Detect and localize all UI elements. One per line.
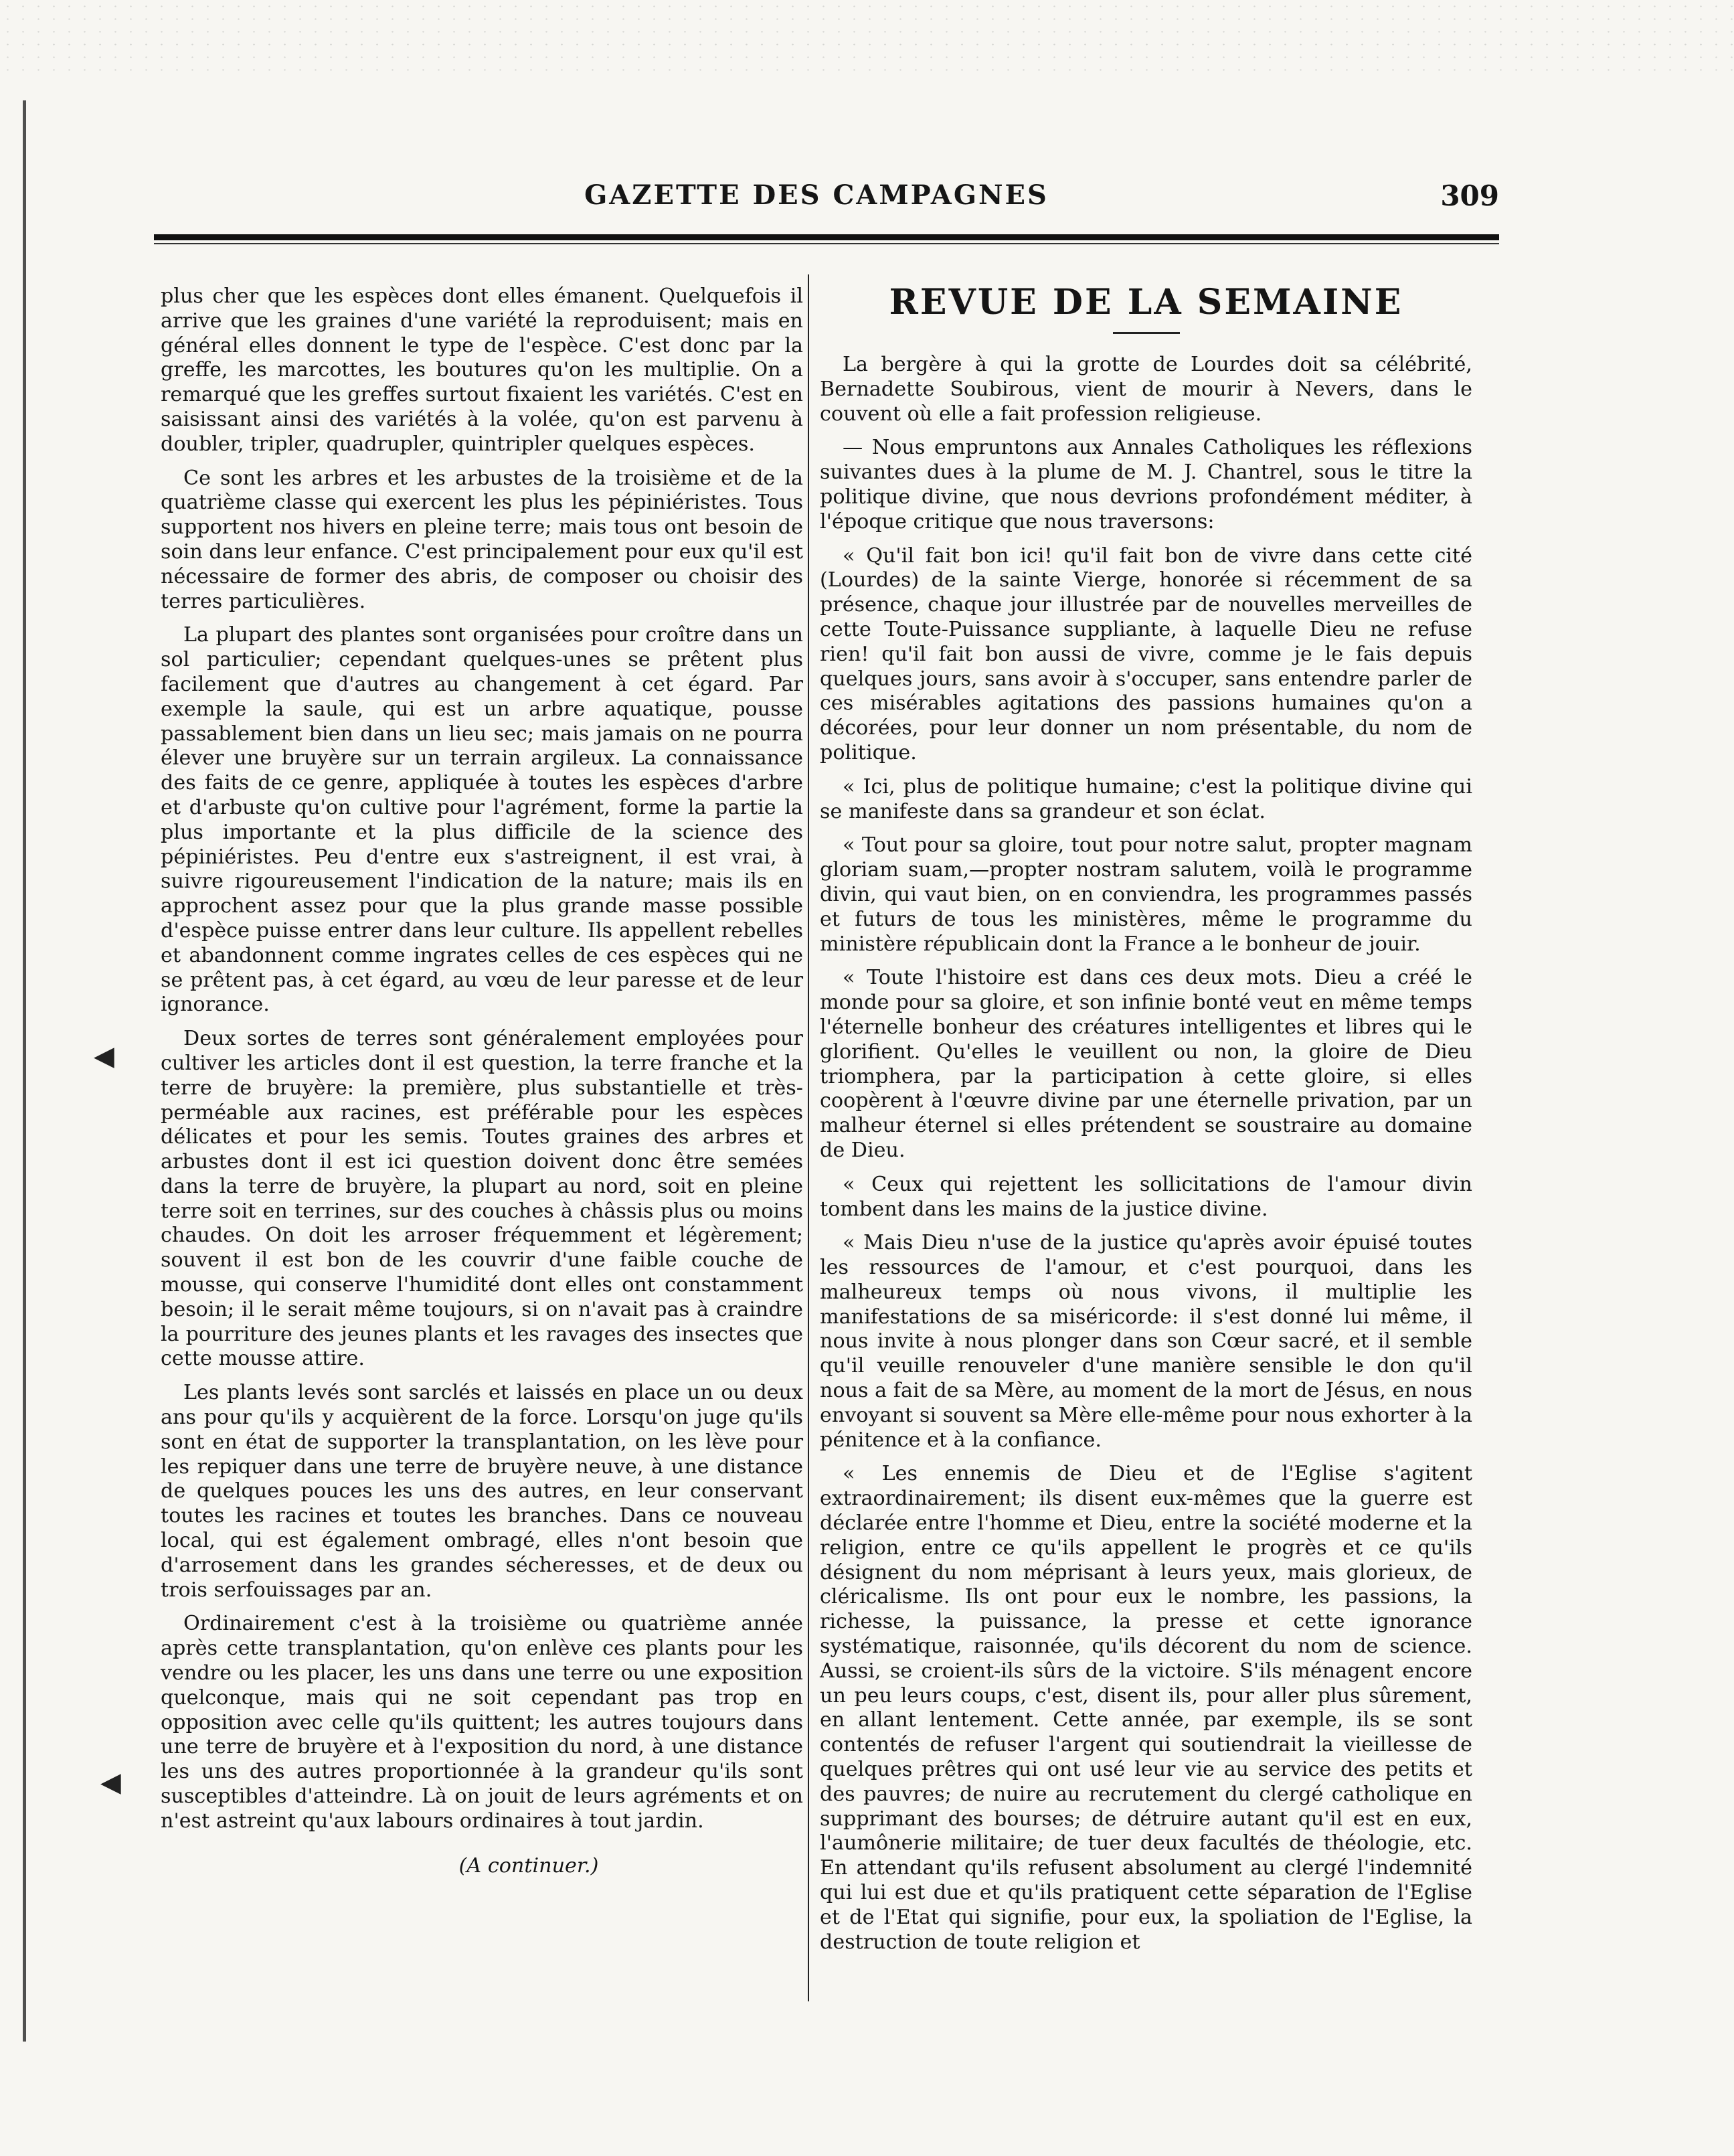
left-paragraph: Deux sortes de terres sont généralement employées pour cultiver les articles dont il est question, la terre franche et la terre de bruyère: la première, plus substantielle et très-perméable aux racines, est préférable pour les espèces délicates et pour les semis. Toutes graines des arbres et arbustes dont il est ici question doivent donc être semées dans la terre de bruyère, la plupart au nord, soit en pleine terre soit en terrines, sur des couches à châssis plus ou moins chaudes. On doit les arroser fréquemment et légèrement; souvent il est bon de les couvrir d'une faible couche de mousse, qui conserve l'humidité dont elles ont constamment besoin; il le serait même toujours, si on n'avait pas à craindre la pourriture des jeunes plants et les ravages des insectes que cette mousse attire.	[161, 1027, 803, 1371]
continuation-note: (A continuer.)	[458, 1853, 599, 1878]
left-paragraph: Les plants levés sont sarclés et laissés en place un ou deux ans pour qu'ils y acquièrent de la force. Lorsqu'on juge qu'ils sont en état de supporter la transplantation, on les lève pour les repiquer dans une terre de bruyère neuve, à une distance de quelques pouces les uns des autres, en leur conservant toutes les racines et toutes les branches. Dans ce nouveau local, qui est également ombragé, elles n'ont besoin que d'arrosement dans les grandes sécheresses, et de deux ou trois serfouissages par an.	[161, 1381, 803, 1602]
page-binding-edge	[23, 100, 26, 2042]
left-column	[161, 284, 803, 1878]
section-heading: REVUE DE LA SEMAINE	[889, 282, 1403, 323]
page-number: 309	[1440, 179, 1499, 212]
margin-arrow-mark: ◀	[94, 1041, 114, 1072]
left-paragraph: La plupart des plantes sont organisées pour croître dans un sol particulier; cependant quelques-unes se prêtent plus facilement que d'autres au changement à cet égard. Par exemple la saule, qui est un arbre aquatique, pousse passablement bien dans un lieu sec; mais jamais on ne pourra élever une bruyère sur un terrain argileux. La connaissance des faits de ce genre, appliquée à toutes les espèces d'arbre et d'arbuste qu'on cultive pour l'agrément, forme la partie la plus importante et la plus difficile de la science des pépiniéristes. Peu d'entre eux s'astreignent, il est vrai, à suivre rigoureusement l'indication de la nature; mais ils en approchent assez pour que la plus grande masse possible d'espèce puisse entrer dans leur culture. Ils appellent rebelles et abandonnent comme ingrates celles de ces espèces qui ne se prêtent pas, à cet égard, au vœu de leur paresse et de leur ignorance.	[161, 623, 803, 1017]
header-rule	[154, 234, 1499, 244]
right-paragraph: « Mais Dieu n'use de la justice qu'après avoir épuisé toutes les ressources de l'amour, et c'est pourquoi, dans les malheureux temps où nous vivons, il multiplie les manifestations de sa miséricorde: il s'est donné lui même, il nous invite à nous plonger dans son Cœur sacré, et il semble qu'il veuille renouveler d'une manière sensible le don qu'il nous a fait de sa Mère, au moment de la mort de Jésus, en nous envoyant si souvent sa Mère elle-même pour nous exhorter à la pénitence et à la confiance.	[820, 1231, 1472, 1452]
right-column	[820, 284, 1472, 1964]
margin-arrow-mark: ◀	[100, 1767, 121, 1798]
heading-rule	[1113, 332, 1180, 334]
right-paragraph: « Qu'il fait bon ici! qu'il fait bon de vivre dans cette cité (Lourdes) de la sainte Vierge, honorée si récemment de sa présence, chaque jour illustrée par de nouvelles merveilles de cette Toute-Puissance suppliante, à laquelle Dieu ne refuse rien! qu'il fait bon aussi de vivre, comme je le fais depuis quelques jours, sans avoir à s'occuper, sans entendre parler de ces misérables agitations des passions humaines qu'on a décorées, pour leur donner un nom présentable, du nom de politique.	[820, 544, 1472, 764]
right-paragraph: La bergère à qui la grotte de Lourdes doit sa célébrité, Bernadette Soubirous, vient de mourir à Nevers, dans le couvent où elle a fait profession religieuse.	[820, 353, 1472, 426]
newspaper-title: GAZETTE DES CAMPAGNES	[584, 179, 1049, 211]
right-paragraph: « Ceux qui rejettent les sollicitations de l'amour divin tombent dans les mains de la justice divine.	[820, 1172, 1472, 1221]
page-header	[154, 179, 1499, 226]
left-paragraph: Ce sont les arbres et les arbustes de la troisième et de la quatrième classe qui exercent les plus les pépiniéristes. Tous supportent nos hivers en pleine terre; mais tous ont besoin de soin dans leur enfance. C'est principalement pour eux qu'il est nécessaire de former des abris, de composer ou choisir des terres particulières.	[161, 466, 803, 613]
right-paragraph: « Ici, plus de politique humaine; c'est la politique divine qui se manifeste dans sa grandeur et son éclat.	[820, 774, 1472, 823]
left-paragraph: Ordinairement c'est à la troisième ou quatrième année après cette transplantation, qu'on enlève ces plants pour les vendre ou les placer, les uns dans une terre ou une exposition quelconque, mais qui ne soit cependant pas trop en opposition avec celle qu'ils quittent; les autres toujours dans une terre de bruyère et à l'exposition du nord, à une distance les uns des autres proportionnée à la grandeur qu'ils sont susceptibles d'atteindre. Là on jouit de leurs agréments et on n'est astreint qu'aux labours ordinaires à tout jardin.	[161, 1612, 803, 1833]
column-divider	[808, 274, 809, 2001]
right-paragraph: « Tout pour sa gloire, tout pour notre salut, propter magnam gloriam suam,—propter nostram salutem, voilà le programme divin, qui vaut bien, on en conviendra, les programmes passés et futurs de tous les ministères, même le programme du ministère républicain dont la France a le bonheur de jouir.	[820, 833, 1472, 956]
scan-speckle	[0, 0, 1734, 80]
right-paragraph: « Toute l'histoire est dans ces deux mots. Dieu a créé le monde pour sa gloire, et son infinie bonté veut en même temps l'éternelle bonheur des créatures intelligentes et libres qui le glorifient. Qu'elles le veuillent ou non, la gloire de Dieu triomphera, par la participation à cette gloire, si elles coopèrent à l'œuvre divine par une éternelle privation, par un malheur éternel si elles prétendent se soustraire au domaine de Dieu.	[820, 966, 1472, 1162]
header-rule-thick	[154, 234, 1499, 240]
right-paragraph: « Les ennemis de Dieu et de l'Eglise s'agitent extraordinairement; ils disent eux-mêmes que la guerre est déclarée entre l'homme et Dieu, entre la société moderne et la religion, entre ce qu'ils appellent le progrès et ce qu'ils désignent du nom méprisant à leurs yeux, mais glorieux, de cléricalisme. Ils ont pour eux le nombre, les passions, la richesse, la puissance, la presse et cette ignorance systématique, raisonnée, qu'ils décorent du nom de science. Aussi, se croient-ils sûrs de la victoire. S'ils ménagent encore un peu leurs coups, c'est, disent ils, pour aller plus sûrement, en allant lentement. Cette année, par exemple, ils se sont contentés de refuser l'argent qui soutiendrait la vieillesse de quelques prêtres qui ont usé leur vie au service des petits et des pauvres; de nuire au recrutement du clergé catholique en supprimant des bourses; de détruire autant qu'il est en eux, l'aumônerie militaire; de tuer deux facultés de théologie, etc. En attendant qu'ils refusent absolument au clergé l'indemnité qui lui est due et qu'ils pratiquent cette séparation de l'Eglise et de l'Etat qui signifie, pour eux, la spoliation de l'Eglise, la destruction de toute religion et	[820, 1462, 1472, 1954]
left-paragraph: plus cher que les espèces dont elles émanent. Quelquefois il arrive que les graines d'une variété la reproduisent; mais en général elles donnent le type de l'espèce. C'est donc par la greffe, les marcottes, les boutures qu'on les multiplie. On a remarqué que les greffes surtout fixaient les variétés. C'est en saisissant ainsi des variétés à la volée, qu'on est parvenu à doubler, tripler, quadrupler, quintripler quelques espèces.	[161, 284, 803, 456]
header-rule-thin	[154, 243, 1499, 244]
right-paragraph: — Nous empruntons aux Annales Catholiques les réflexions suivantes dues à la plume de M. J. Chantrel, sous le titre la politique divine, que nous devrions profondément méditer, à l'époque critique que nous traversons:	[820, 436, 1472, 533]
